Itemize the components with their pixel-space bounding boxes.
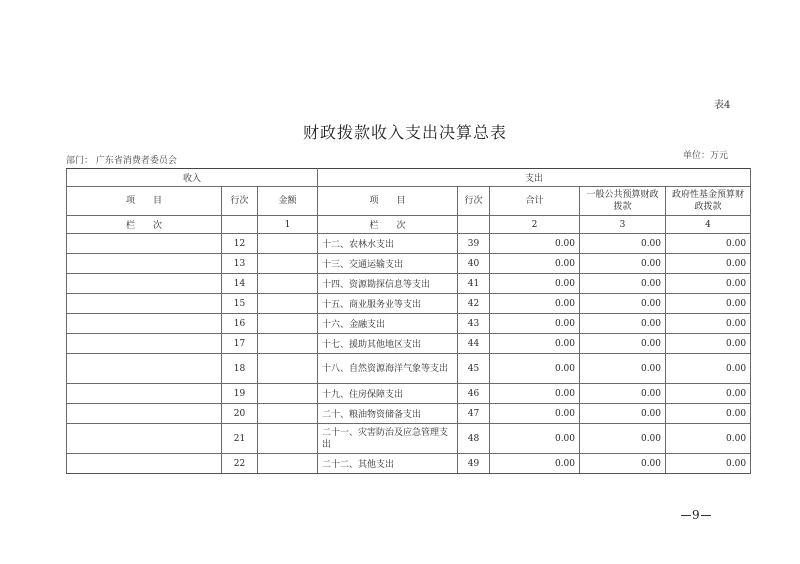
table-row: 14 十四、资源勘探信息等支出 41 0.00 0.00 0.00 — [67, 274, 751, 294]
expense-item-header: 项 目 — [318, 187, 458, 216]
department-label: 部门： 广东省消费者委员会 — [66, 156, 177, 166]
table-row: 17 十七、援助其他地区支出 44 0.00 0.00 0.00 — [67, 334, 751, 354]
column-index-1: 1 — [258, 216, 318, 234]
column-index-2: 2 — [490, 216, 580, 234]
expense-group-header: 支出 — [318, 169, 751, 187]
table-row: 20 二十、粮油物资储备支出 47 0.00 0.00 0.00 — [67, 404, 751, 424]
column-index-row — [67, 216, 751, 234]
column-header-row — [67, 187, 751, 216]
income-group-header: 收入 — [67, 169, 318, 187]
table-row: 12 十二、农林水支出 39 0.00 0.00 0.00 — [67, 234, 751, 254]
group-header-row — [67, 169, 751, 187]
table-row: 15 十五、商业服务业等支出 42 0.00 0.00 0.00 — [67, 294, 751, 314]
column-index-label: 栏 次 — [67, 216, 222, 234]
column-index-3: 3 — [580, 216, 666, 234]
page-dash-left — [681, 515, 691, 517]
income-line-header: 行次 — [222, 187, 258, 216]
general-budget-header: 一般公共预算财政拨款 — [580, 187, 666, 216]
unit-label: 单位：万元 — [683, 151, 729, 161]
column-index-4: 4 — [666, 216, 751, 234]
table-row: 21 二十一、灾害防治及应急管理支出 48 0.00 0.00 0.00 — [67, 424, 751, 454]
column-index-expense-label: 栏 次 — [318, 216, 458, 234]
table-row: 22 二十二、其他支出 49 0.00 0.00 0.00 — [67, 454, 751, 474]
table-row: 13 十三、交通运输支出 40 0.00 0.00 0.00 — [67, 254, 751, 274]
table-row: 18 十八、自然资源海洋气象等支出 45 0.00 0.00 0.00 — [67, 354, 751, 384]
income-amount-header: 金额 — [258, 187, 318, 216]
table-label: 表4 — [714, 100, 731, 111]
gov-fund-header: 政府性基金预算财政拨款 — [666, 187, 751, 216]
page-number: 9 — [680, 508, 712, 522]
income-item-header: 项 目 — [67, 187, 222, 216]
budget-table — [66, 168, 751, 474]
expense-total-header: 合计 — [490, 187, 580, 216]
expense-line-header: 行次 — [458, 187, 490, 216]
table-row: 16 十六、金融支出 43 0.00 0.00 0.00 — [67, 314, 751, 334]
page-dash-right — [701, 515, 711, 517]
page-title: 财政拨款收入支出决算总表 — [302, 123, 507, 142]
table-row: 19 十九、住房保障支出 46 0.00 0.00 0.00 — [67, 384, 751, 404]
